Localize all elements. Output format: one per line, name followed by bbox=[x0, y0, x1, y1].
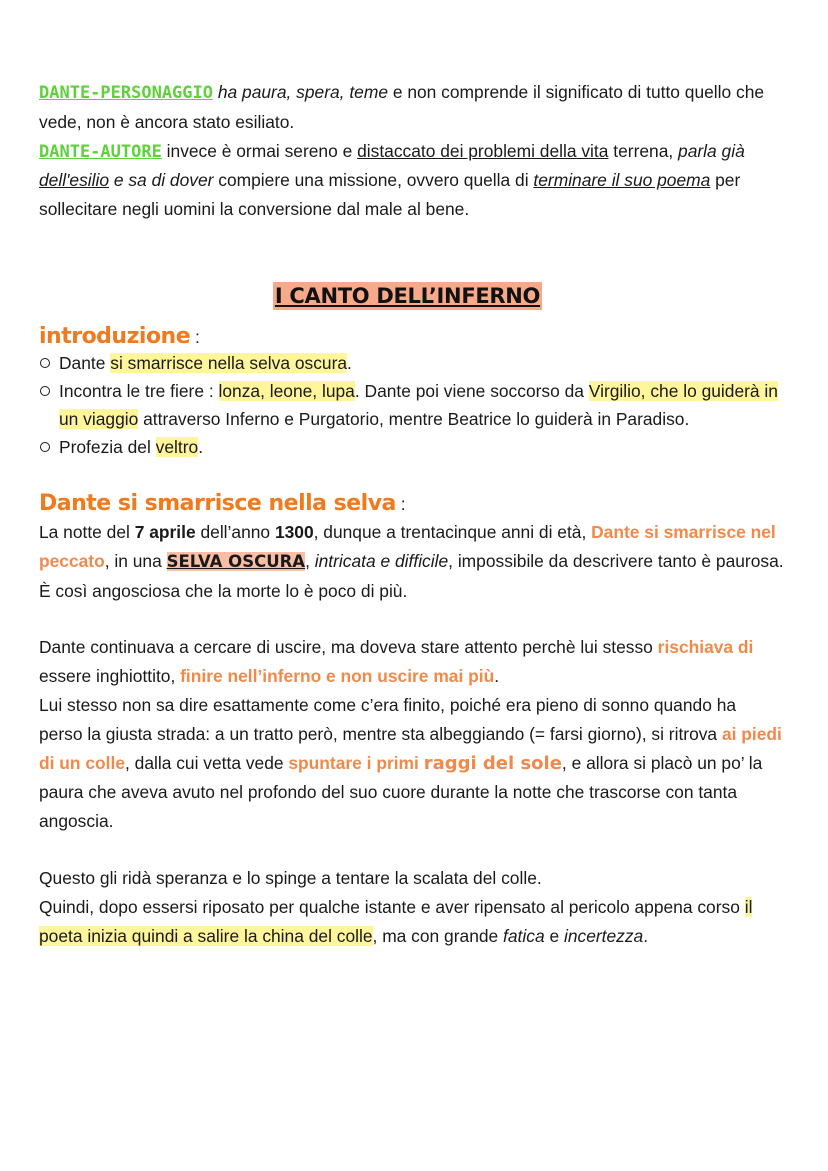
orange-text: finire nell’inferno e non uscire mai più bbox=[180, 666, 495, 687]
selva-oscura-highlight: SELVA OSCURA bbox=[166, 551, 306, 571]
list-item bbox=[39, 349, 784, 377]
body-text: La notte del bbox=[39, 521, 135, 542]
body-text: essere inghiottito, bbox=[39, 666, 181, 687]
body-text: . bbox=[198, 436, 204, 457]
dante-autore-label: DANTE-AUTORE bbox=[39, 141, 162, 162]
body-text: e non comprende il significato di tutto quello che vede, non è ancora stato esiliato. bbox=[39, 82, 765, 132]
document-page bbox=[39, 0, 784, 950]
highlighted-text: lonza, leone, lupa bbox=[218, 380, 355, 401]
dante-personaggio-label: DANTE-PERSONAGGIO bbox=[39, 83, 213, 103]
bold-year: 1300 bbox=[274, 521, 314, 542]
body-text: per sollecitare negli uomini la conversione dal male al bene. bbox=[39, 170, 741, 220]
body-text: Dante continuava a cercare di uscire, ma doveva stare attento perchè lui stesso bbox=[39, 637, 658, 658]
body-text: , dunque a trentacinque anni di età, bbox=[313, 521, 592, 542]
body-text: . bbox=[347, 352, 352, 373]
italic-underlined-text: terminare il suo poema bbox=[533, 170, 711, 191]
body-text: . bbox=[494, 666, 500, 687]
orange-text: rischiava di bbox=[657, 637, 754, 658]
orange-text: ai piedi di un colle bbox=[39, 723, 782, 773]
body-text: , in una bbox=[104, 550, 167, 571]
body-text: terrena, bbox=[608, 140, 679, 161]
list-item bbox=[39, 433, 784, 461]
body-text: Dante bbox=[59, 352, 111, 373]
body-text: , dalla cui vetta vede bbox=[125, 752, 289, 773]
orange-handwritten-text: raggi del sole bbox=[423, 752, 562, 774]
introduzione-heading bbox=[39, 324, 784, 349]
list-item bbox=[39, 377, 784, 433]
italic-text: fatica bbox=[503, 925, 545, 946]
body-text: , bbox=[305, 550, 315, 571]
body-text: Incontra le tre fiere : bbox=[59, 380, 219, 401]
body-text: È così angosciosa che la morte lo è poco di più. bbox=[39, 580, 408, 601]
underlined-text: distaccato dei problemi della vita bbox=[357, 140, 609, 161]
body-text: , ma con grande bbox=[372, 925, 504, 946]
selva-paragraph-2 bbox=[39, 633, 784, 836]
bullet-circle-icon bbox=[40, 386, 50, 396]
highlighted-text: veltro bbox=[155, 436, 199, 457]
section-heading: introduzione bbox=[39, 323, 191, 349]
orange-text: Dante si smarrisce nel peccato bbox=[39, 521, 776, 571]
italic-text: incertezza bbox=[563, 925, 644, 946]
body-text: Quindi, dopo essersi riposato per qualche istante e aver ripensato al pericolo appena corso bbox=[39, 896, 745, 917]
highlighted-text: si smarrisce nella selva oscura bbox=[110, 352, 348, 373]
highlighted-text: Virgilio, che lo guiderà in un viaggio bbox=[59, 380, 778, 429]
bullet-circle-icon bbox=[40, 358, 50, 368]
selva-paragraph-3 bbox=[39, 864, 784, 950]
body-text: Profezia del bbox=[59, 436, 156, 457]
body-text: compiere una missione, ovvero quella di bbox=[213, 170, 534, 191]
body-text: invece è ormai sereno e bbox=[161, 140, 358, 161]
bold-date: 7 aprile bbox=[134, 521, 196, 542]
orange-text: spuntare i primi bbox=[288, 752, 424, 773]
italic-text: ha paura, spera, teme bbox=[217, 82, 388, 102]
body-text: e bbox=[544, 925, 564, 946]
italic-text: parla già bbox=[678, 140, 745, 161]
body-text: , e allora si placò un po’ la paura che aveva avuto nel profondo del suo cuore durante la notte che trascorse con tanta angoscia. bbox=[39, 752, 763, 832]
body-text: . Dante poi viene soccorso da bbox=[354, 380, 589, 401]
page-title: I CANTO DELL’INFERNO bbox=[274, 283, 541, 308]
italic-text: e sa di dover bbox=[109, 170, 214, 191]
body-text: , impossibile da descrivere tanto è paurosa. bbox=[448, 550, 784, 571]
italic-underlined-text: dell'esilio bbox=[39, 170, 110, 191]
heading-colon: : bbox=[395, 493, 406, 514]
dante-personaggio-paragraph bbox=[39, 78, 784, 137]
title-wrapper bbox=[31, 282, 784, 310]
italic-text: intricata e difficile bbox=[314, 550, 449, 571]
body-text: attraverso Inferno e Purgatorio, mentre Beatrice lo guiderà in Paradiso. bbox=[138, 408, 690, 429]
selva-paragraph-1 bbox=[39, 518, 784, 605]
body-text: Questo gli ridà speranza e lo spinge a tentare la scalata del colle. bbox=[39, 867, 542, 888]
selva-heading bbox=[39, 491, 784, 516]
body-text: dell’anno bbox=[195, 521, 275, 542]
body-text: . bbox=[643, 925, 649, 946]
highlighted-text: il poeta inizia quindi a salire la china del colle bbox=[39, 896, 753, 946]
bullet-circle-icon bbox=[40, 442, 50, 452]
intro-bullet-list bbox=[39, 349, 784, 461]
body-text: Lui stesso non sa dire esattamente come c’era finito, poiché era pieno di sonno quando ha perso la giusta strada: a un tratto però, mentre sta albeggiando (= farsi giorno), si ritrova bbox=[39, 694, 737, 744]
heading-colon: : bbox=[190, 326, 200, 347]
section-heading: Dante si smarrisce nella selva bbox=[39, 490, 396, 516]
dante-autore-paragraph bbox=[39, 137, 784, 224]
